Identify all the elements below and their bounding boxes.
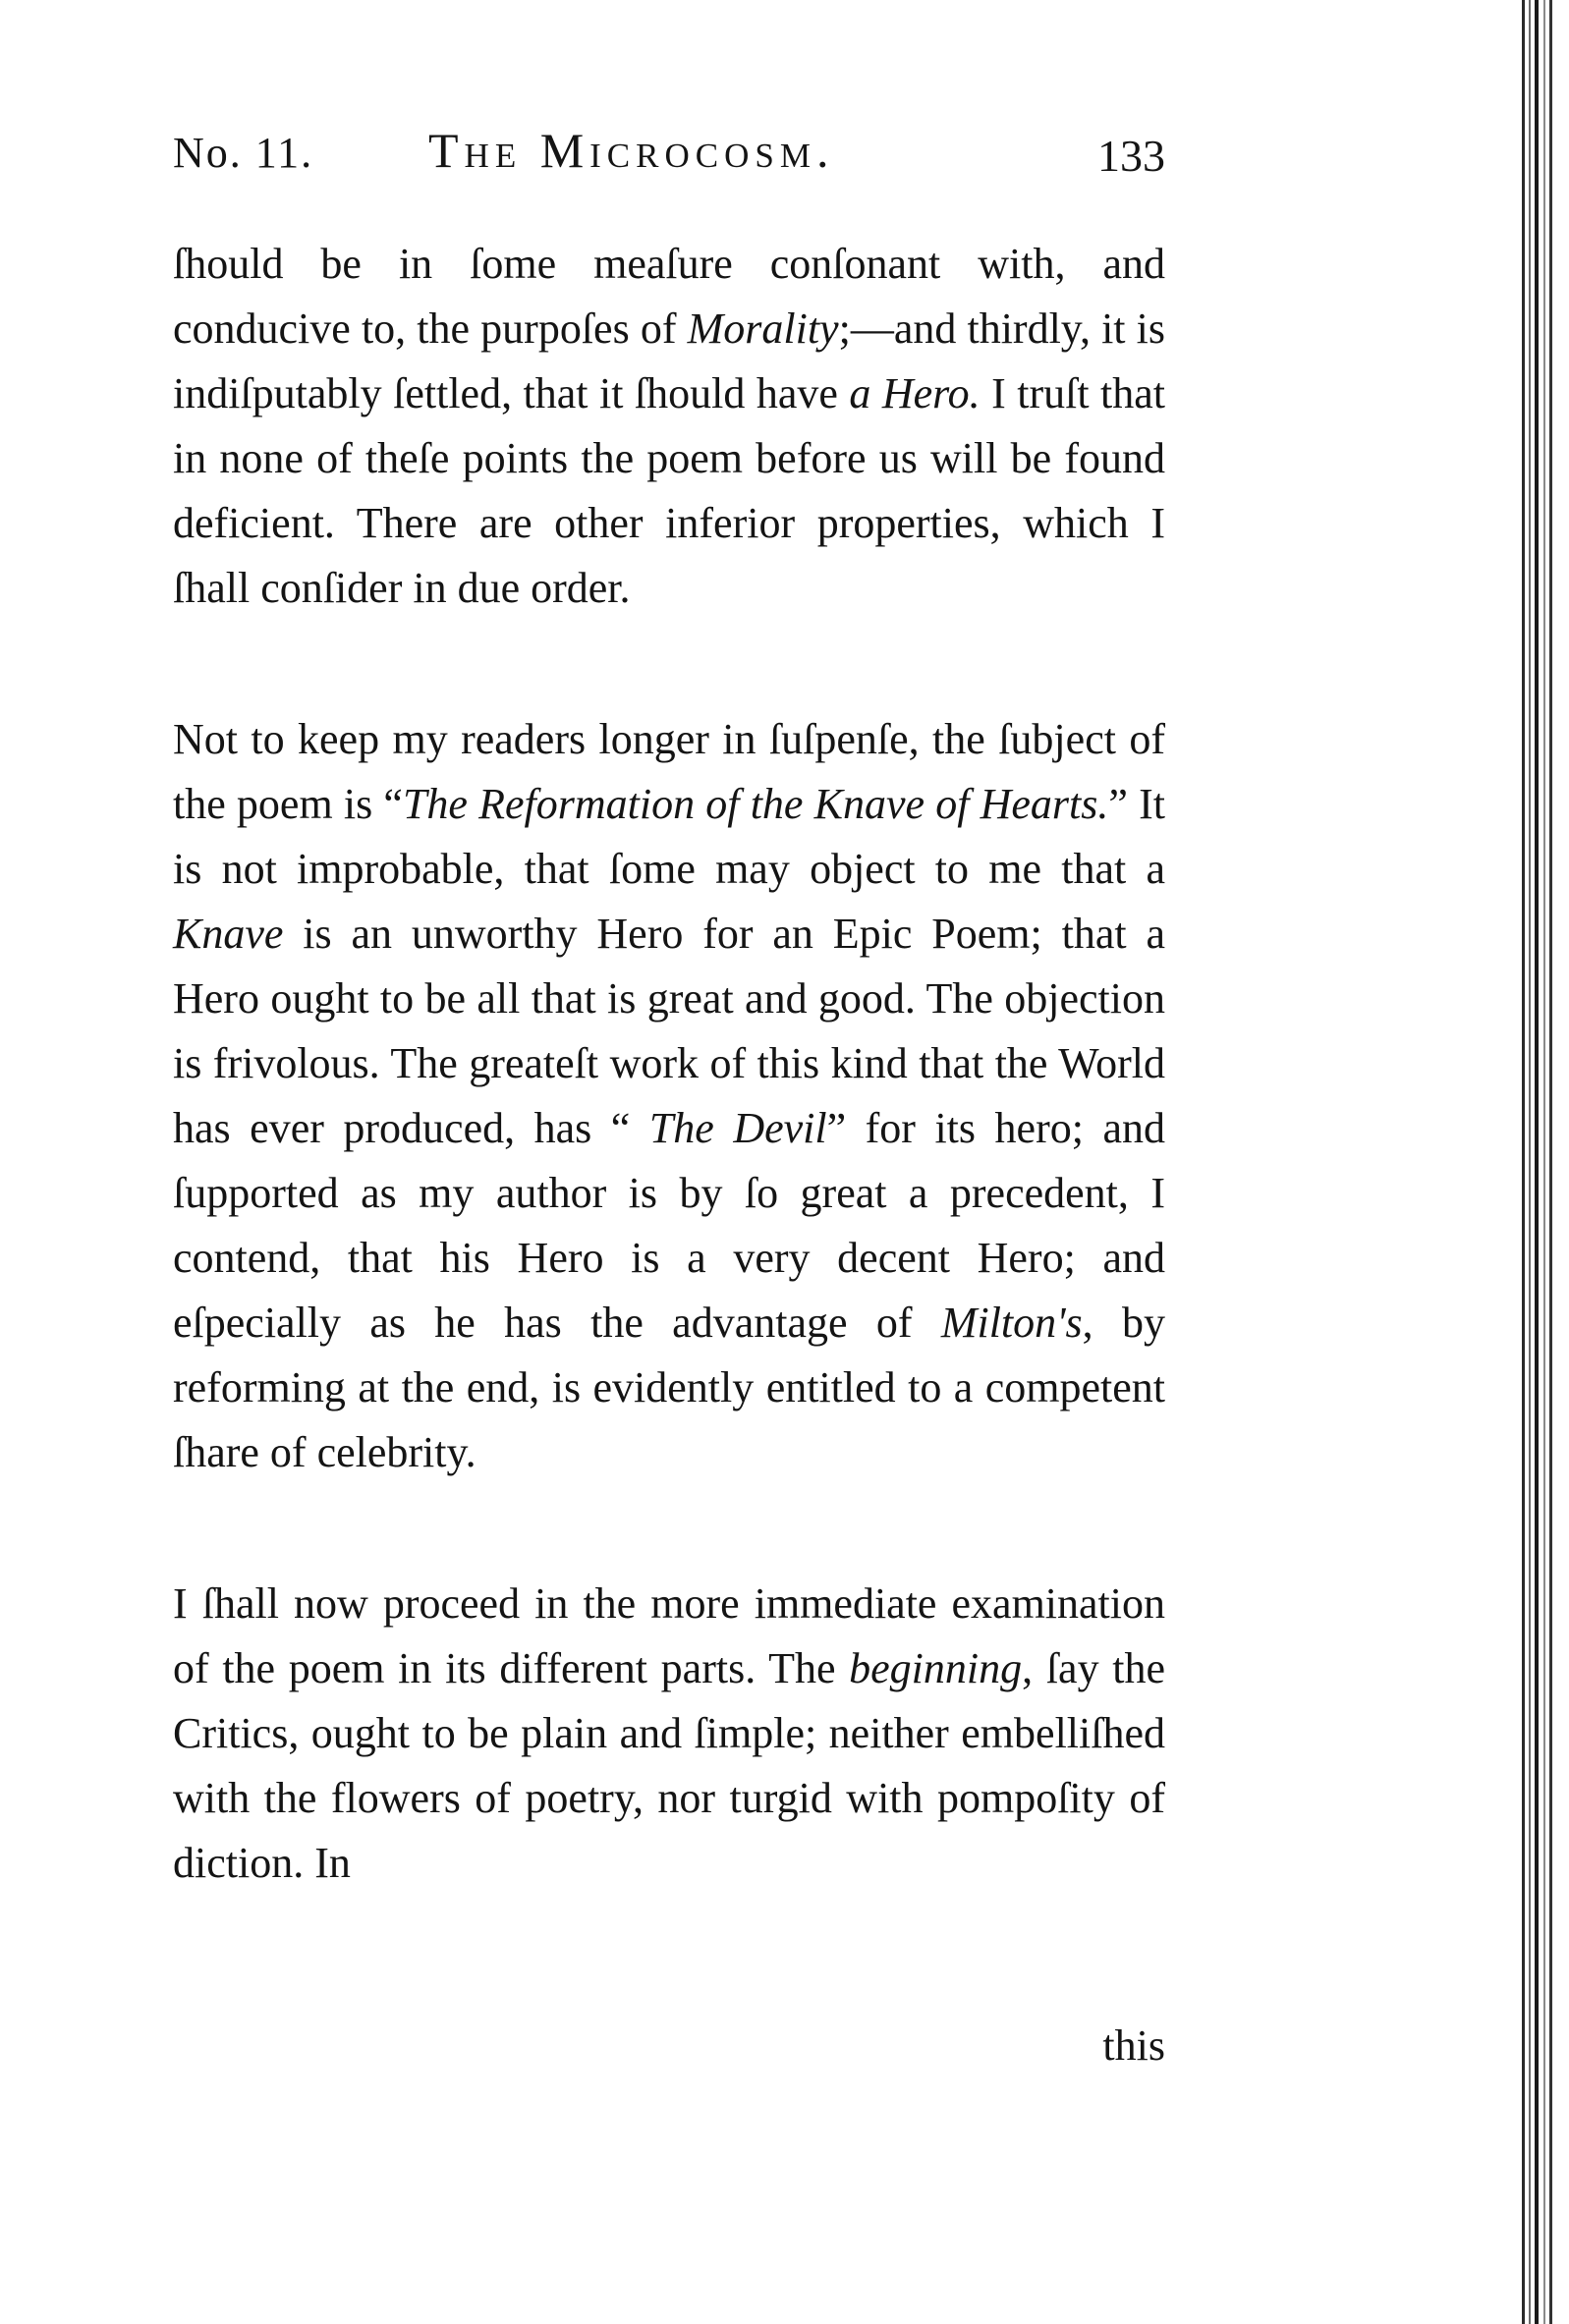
- italic-run: Milton's: [940, 1299, 1083, 1347]
- running-title: The Microcosm.: [428, 123, 835, 178]
- text-run: I truſt that in none of theſe points the poem before us will be found deficient. There are other inferior properties, which I ſhall conſider in due order.: [173, 369, 1165, 612]
- page-number: 133: [1097, 131, 1165, 181]
- issue-number: No. 11.: [173, 129, 314, 177]
- italic-run: a Hero.: [849, 369, 981, 417]
- page-edge: [1508, 0, 1569, 2324]
- text-run: ” It is not improbable, that ſome may object to me that a: [173, 780, 1165, 893]
- italic-run: Morality: [687, 304, 839, 353]
- text-run: ſhould be in ſome meaſure conſonant with, and conducive to, the purpoſes of: [173, 240, 1165, 353]
- paragraph: [173, 1572, 1165, 1896]
- italic-run: The Devil: [648, 1104, 827, 1152]
- paragraph: [173, 707, 1165, 1485]
- text-run: , by reforming at the end, is evidently entitled to a competent ſhare of celebrity.: [173, 1299, 1165, 1476]
- text-run: , ſay the Critics, ought to be plain and ſimple; neither embelliſhed with the flowers of poetry, nor turgid with pompoſity of diction. In: [173, 1644, 1165, 1887]
- italic-run: beginning: [849, 1644, 1023, 1692]
- italic-run: The Reformation of the Knave of Hearts.: [402, 780, 1109, 828]
- text-run: Not to keep my readers longer in ſuſpenſe, the ſubject of the poem is “: [173, 715, 1165, 828]
- italic-run: Knave: [173, 910, 284, 958]
- text-run: ” for its hero; and ſupported as my author is by ſo great a precedent, I contend, that his Hero is a very decent Hero; and eſpecially as he has the advantage of: [173, 1104, 1165, 1347]
- text-run: I ſhall now proceed in the more immediate examination of the poem in its different parts. The: [173, 1579, 1165, 1692]
- text-run: is an unworthy Hero for an Epic Poem; that a Hero ought to be all that is great and good. The objection is frivolous. The greateſt work of this kind that the World has ever produced, has “: [173, 910, 1165, 1152]
- running-header: [173, 116, 1165, 194]
- catchword: this: [1102, 2021, 1165, 2070]
- paragraph: [173, 232, 1165, 621]
- text-run: ;—and thirdly, it is indiſputably ſettled, that it ſhould have: [173, 304, 1165, 417]
- body-text: [173, 232, 1165, 1896]
